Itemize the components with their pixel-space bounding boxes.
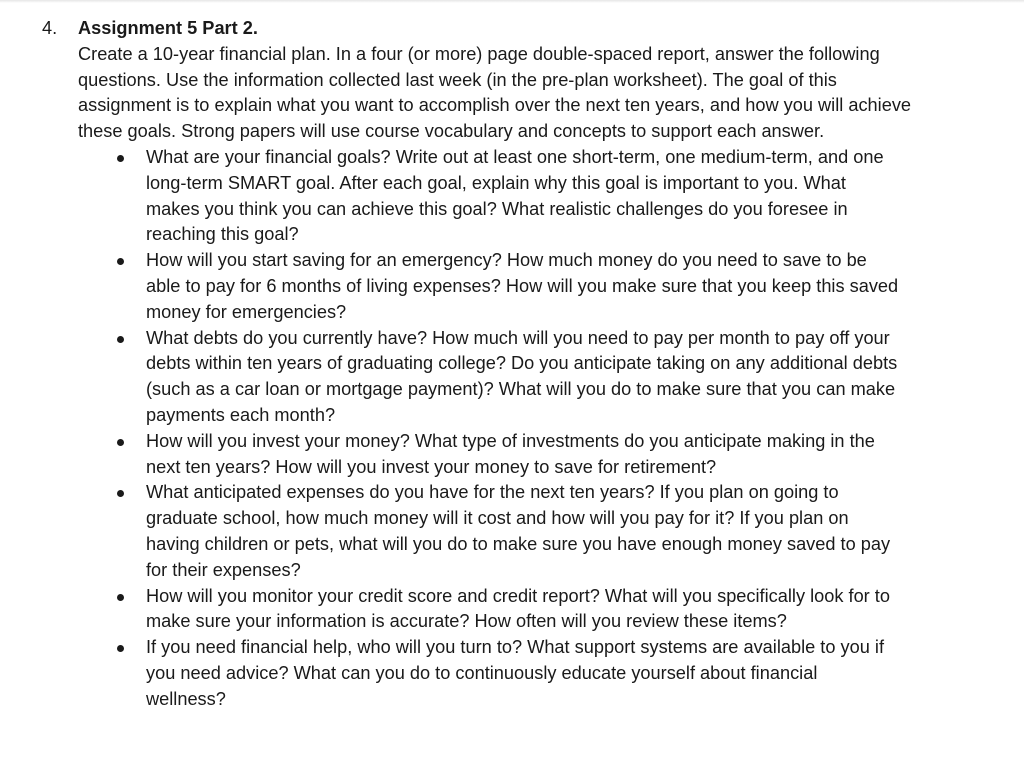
item-title: Assignment 5 Part 2. bbox=[78, 18, 258, 38]
item-intro: Create a 10-year financial plan. In a four (or more) page double-spaced report, answer the following questions. Use the information collected last week (in the pre-plan worksheet). The goal of this assignment is to explain what you want to accomplish over the next ten years, and how you will achieve these goals. Strong papers will use course vocabulary and concepts to support each answer. bbox=[78, 43, 912, 142]
item-number: 4. bbox=[42, 18, 58, 38]
list-item bbox=[78, 248, 924, 325]
bullet-icon bbox=[117, 490, 124, 497]
document-page bbox=[0, 16, 1024, 713]
question-list bbox=[78, 145, 924, 713]
question-text: What are your financial goals? Write out at least one short-term, one medium-term, and one long-term SMART goal. After each goal, explain why this goal is important to you. What makes you think you can achieve this goal? What realistic challenges do you foresee in reaching this goal? bbox=[146, 146, 884, 245]
bullet-icon bbox=[117, 155, 124, 162]
list-item bbox=[78, 584, 924, 636]
question-text: How will you invest your money? What type of investments do you anticipate making in the next ten years? How will you invest your money to save for retirement? bbox=[146, 430, 875, 477]
list-item bbox=[78, 480, 924, 583]
numbered-item bbox=[0, 16, 1024, 713]
list-item bbox=[78, 145, 924, 248]
list-item bbox=[78, 635, 924, 712]
bullet-icon bbox=[117, 594, 124, 601]
bullet-icon bbox=[117, 439, 124, 446]
bullet-icon bbox=[117, 645, 124, 652]
question-text: If you need financial help, who will you turn to? What support systems are available to you if you need advice? What can you do to continuously educate yourself about financial wellness? bbox=[146, 637, 884, 709]
question-text: How will you start saving for an emergency? How much money do you need to save to be able to pay for 6 months of living expenses? How will you make sure that you keep this saved money for emergencies? bbox=[146, 250, 899, 322]
page-top-edge bbox=[0, 0, 1024, 3]
bullet-icon bbox=[117, 336, 124, 343]
list-item bbox=[78, 326, 924, 429]
question-text: What debts do you currently have? How much will you need to pay per month to pay off your debts within ten years of graduating college? Do you anticipate taking on any additional debts (such as a car loan or mortgage payment)? What will you do to make sure that you can make payments each month? bbox=[146, 327, 898, 425]
list-item bbox=[78, 429, 924, 481]
question-text: How will you monitor your credit score and credit report? What will you specifically look for to make sure your information is accurate? How often will you review these items? bbox=[146, 585, 890, 632]
question-text: What anticipated expenses do you have for the next ten years? If you plan on going to graduate school, how much money will it cost and how will you pay for it? If you plan on having children or pets, what will you do to make sure you have enough money saved to pay for their expenses? bbox=[146, 482, 891, 580]
bullet-icon bbox=[117, 258, 124, 265]
